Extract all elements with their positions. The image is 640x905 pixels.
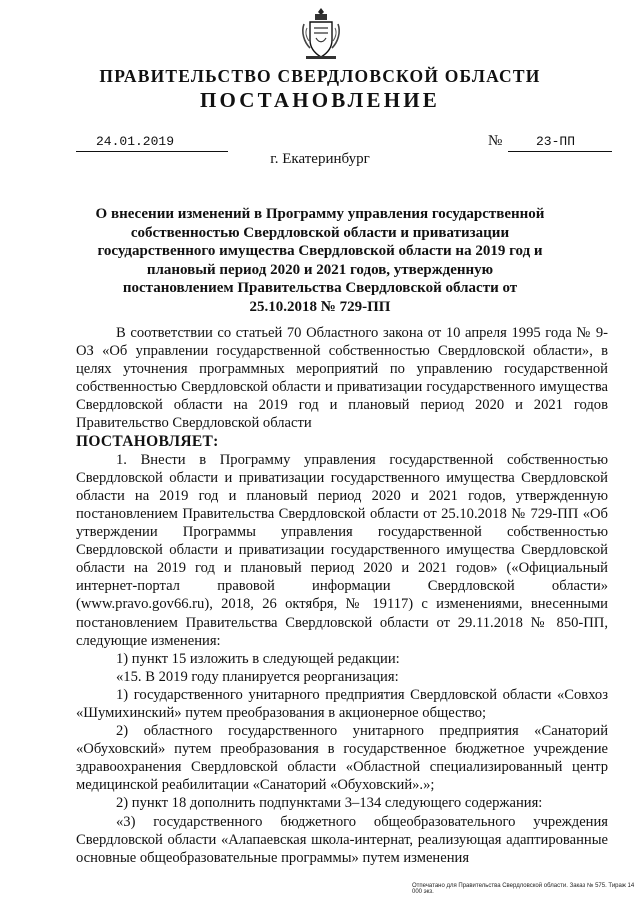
coat-of-arms-emblem bbox=[300, 6, 342, 62]
number-sign: № bbox=[488, 133, 503, 149]
decree-number: 23-ПП bbox=[508, 134, 612, 152]
document-title: О внесении изменений в Программу управления государственной собственностью Свердловской области и приватизации государственного имущества Свердловской области на 2019 год и плановый период 2020 и 2021 годов, утвержденную постановлением Правительства Свердловской области от 25.10.2018 № 729-ПП bbox=[95, 206, 545, 315]
decree-date: 24.01.2019 bbox=[76, 134, 228, 152]
point-15-heading: «15. В 2019 году планируется реорганизация: bbox=[116, 668, 399, 685]
subitem-1: 1) пункт 15 изложить в следующей редакции: bbox=[116, 650, 400, 667]
document-type: ПОСТАНОВЛЕНИЕ bbox=[199, 88, 441, 112]
point-15-subitem-1: 1) государственного унитарного предприятия Свердловской области «Совхоз «Шумихинский» путем преобразования в акционерное общество; bbox=[76, 686, 608, 721]
city: г. Екатеринбург bbox=[270, 151, 370, 167]
government-name: ПРАВИТЕЛЬСТВО СВЕРДЛОВСКОЙ ОБЛАСТИ bbox=[99, 66, 541, 86]
resolves-heading: ПОСТАНОВЛЯЕТ: bbox=[76, 432, 219, 450]
point-15-subitem-2: 2) областного государственного унитарного предприятия «Санаторий «Обуховский» путем преобразования в государственное бюджетное учреждение здравоохранения Свердловской области «Областной специализированный центр медицинской реабилитации «Санаторий «Обуховский».»; bbox=[76, 723, 608, 794]
item-1-paragraph: 1. Внести в Программу управления государственной собственностью Свердловской области и приватизации государственного имущества Свердловской области на 2019 год и плановый период 2020 и 2021 годов, утвержденную постановлением Правительства Свердловской области от 25.10.2018 № 729-ПП «Об утверждении Программы управления государственной собственностью Свердловской области и приватизации государственного имущества Свердловской области на 2019 год и плановый период 2020 и 2021 годов» («Официальный интернет-портал правовой информации Свердловской области» (www.pravo.gov66.ru), 2018, 26 октября, № 19117) с изменениями, внесенными постановлением Правительства Свердловской области от 29.11.2018 № 850-ПП, следующие изменения: bbox=[76, 451, 608, 649]
point-18-subitem-3: «3) государственного бюджетного общеобразовательного учреждения Свердловской области «Алапаевская школа-интернат, реализующая адаптированные основные общеобразовательные программы» путем изменения bbox=[76, 813, 608, 866]
document-body bbox=[76, 324, 608, 867]
subitem-2: 2) пункт 18 дополнить подпунктами 3–134 следующего содержания: bbox=[116, 795, 543, 812]
print-footer: Отпечатано для Правительства Свердловской области. Заказ № 575. Тираж 14 000 экз. bbox=[412, 883, 635, 895]
intro-paragraph: В соответствии со статьей 70 Областного закона от 10 апреля 1995 года № 9-ОЗ «Об управлении государственной собственностью Свердловской области», в целях уточнения программных мероприятий по управлению государственной собственностью Свердловской области и приватизации государственного имущества Свердловской области на 2019 год и плановый период 2020 и 2021 годов Правительство Свердловской области bbox=[76, 325, 608, 432]
